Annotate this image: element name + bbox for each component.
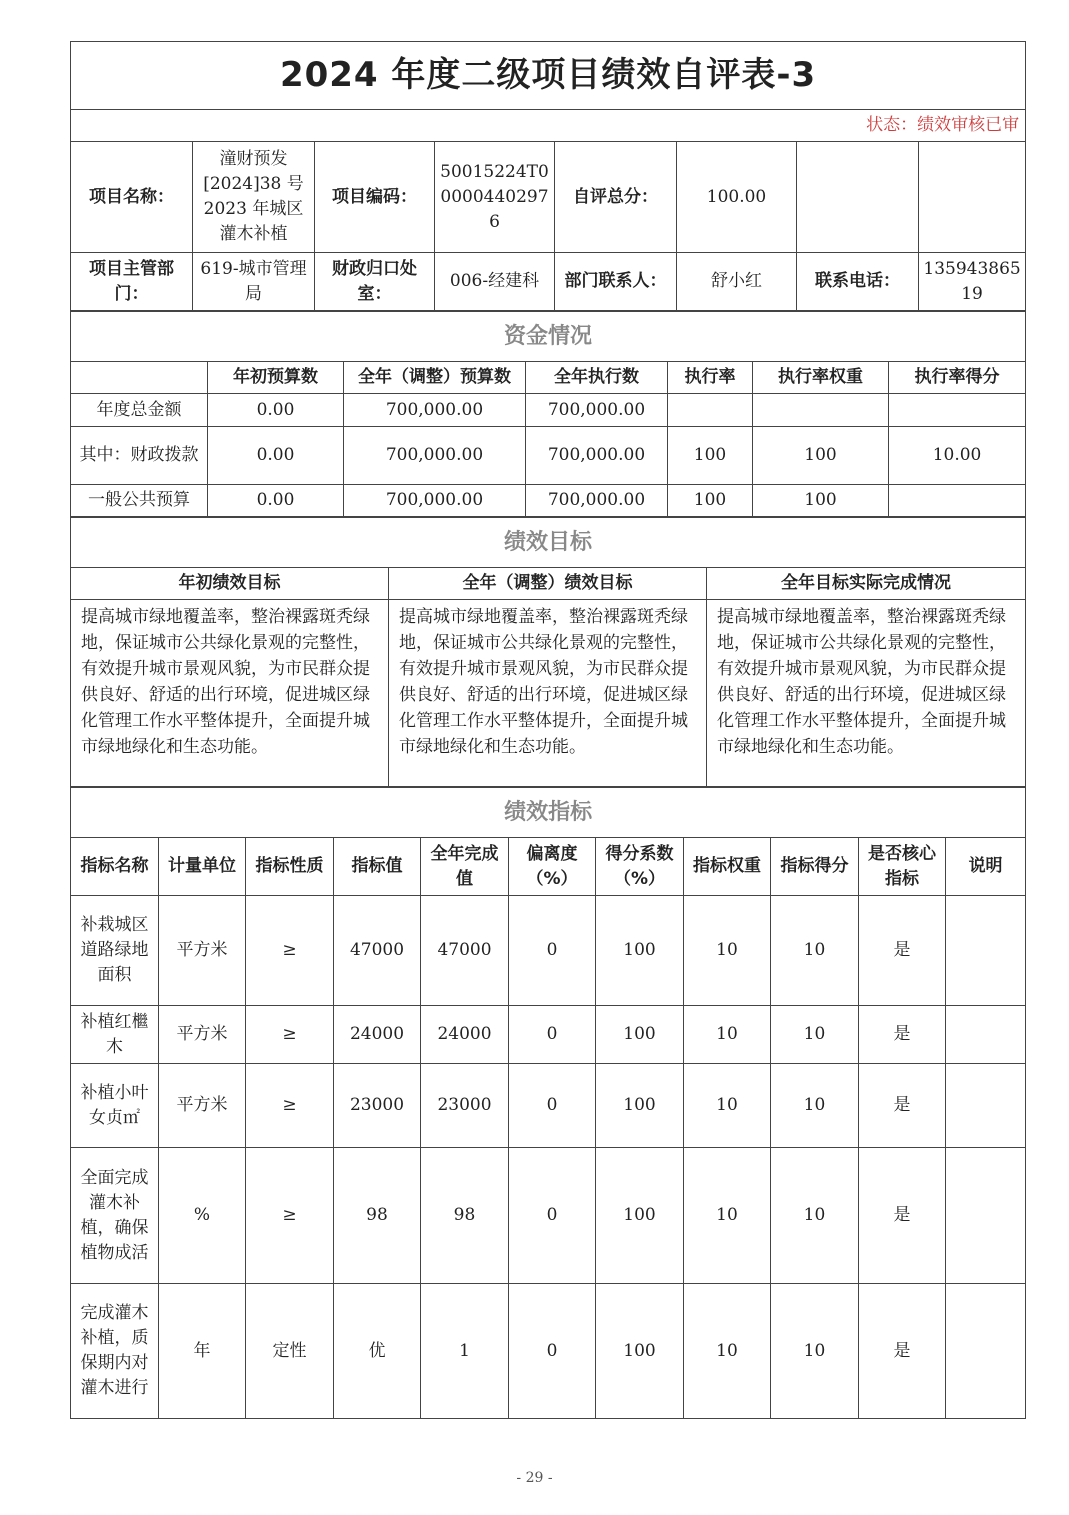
cell: 100 [753, 427, 889, 485]
indicator-header: 指标名称 [71, 838, 159, 896]
indicator-header: 全年完成值 [421, 838, 509, 896]
table-row [71, 394, 1026, 427]
funds-header: 执行率权重 [753, 362, 889, 394]
cell: 24000 [334, 1006, 421, 1064]
cell: 100 [753, 485, 889, 517]
cell: 10.00 [889, 427, 1026, 485]
status-badge: 状态：绩效审核已审 [71, 110, 1026, 142]
cell: 100 [596, 1006, 684, 1064]
cell [946, 1064, 1026, 1148]
indicator-header: 指标性质 [246, 838, 334, 896]
cell: ≥ [246, 1064, 334, 1148]
cell: 是 [859, 1148, 946, 1284]
goal-initial-text: 提高城市绿地覆盖率，整治裸露斑秃绿地，保证城市公共绿化景观的完整性，有效提升城市景观风貌，为市民群众提供良好、舒适的出行环境，促进城区绿化管理工作水平整体提升，全面提升城市绿地绿化和生态功能。 [81, 607, 370, 757]
funds-section-title: 资金情况 [71, 312, 1026, 362]
cell: ≥ [246, 1148, 334, 1284]
goals-header: 全年（调整）绩效目标 [389, 568, 707, 600]
cell: 是 [859, 1064, 946, 1148]
goal-actual [707, 600, 1026, 787]
contact-label: 部门联系人： [555, 253, 677, 311]
table-row [71, 1148, 1026, 1284]
page-title: 2024 年度二级项目绩效自评表-3 [71, 42, 1026, 110]
goals-section-title: 绩效目标 [71, 518, 1026, 568]
funds-header-blank [71, 362, 208, 394]
cell: 补植小叶女贞㎡ [71, 1064, 159, 1148]
cell: ≥ [246, 1006, 334, 1064]
row-label: 其中：财政拨款 [71, 427, 208, 485]
funds-table [70, 311, 1026, 517]
dept-value: 619-城市管理局 [193, 253, 315, 311]
indicator-header: 说明 [946, 838, 1026, 896]
cell: 0 [509, 1284, 596, 1419]
cell: 47000 [334, 896, 421, 1006]
cell: 全面完成灌木补植，确保植物成活 [71, 1148, 159, 1284]
indicator-header: 指标值 [334, 838, 421, 896]
score-value: 100.00 [677, 142, 797, 253]
cell: 0 [509, 1148, 596, 1284]
cell: 10 [771, 896, 859, 1006]
cell: 是 [859, 1284, 946, 1419]
cell: 优 [334, 1284, 421, 1419]
cell: 10 [684, 1064, 771, 1148]
dept-label: 项目主管部门： [71, 253, 193, 311]
goal-initial [71, 600, 389, 787]
cell: 100 [596, 1148, 684, 1284]
indicator-header: 得分系数（%） [596, 838, 684, 896]
indicators-table [70, 787, 1026, 1419]
indicator-header: 是否核心指标 [859, 838, 946, 896]
cell [946, 1284, 1026, 1419]
cell: 定性 [246, 1284, 334, 1419]
cell: % [159, 1148, 246, 1284]
phone-label: 联系电话： [797, 253, 919, 311]
cell: 700,000.00 [344, 485, 526, 517]
cell [889, 394, 1026, 427]
cell: 1 [421, 1284, 509, 1419]
cell: 0.00 [208, 427, 344, 485]
project-name-label: 项目名称： [71, 142, 193, 253]
cell: 10 [684, 1148, 771, 1284]
cell: 完成灌木补植，质保期内对灌木进行 [71, 1284, 159, 1419]
cell [668, 394, 753, 427]
row-label: 年度总金额 [71, 394, 208, 427]
cell: 100 [668, 485, 753, 517]
header-table [70, 41, 1026, 311]
table-row [71, 1006, 1026, 1064]
cell: 98 [334, 1148, 421, 1284]
empty-cell [797, 142, 919, 253]
cell [946, 1148, 1026, 1284]
cell: 100 [596, 1284, 684, 1419]
funds-header: 全年执行数 [526, 362, 668, 394]
row-label: 一般公共预算 [71, 485, 208, 517]
cell: 24000 [421, 1006, 509, 1064]
cell: 98 [421, 1148, 509, 1284]
cell: 700,000.00 [526, 394, 668, 427]
phone-value: 13594386519 [919, 253, 1026, 311]
funds-header: 年初预算数 [208, 362, 344, 394]
indicator-header: 偏离度（%） [509, 838, 596, 896]
table-row [71, 896, 1026, 1006]
cell: 平方米 [159, 896, 246, 1006]
cell: 700,000.00 [344, 427, 526, 485]
goal-actual-text: 提高城市绿地覆盖率，整治裸露斑秃绿地，保证城市公共绿化景观的完整性，有效提升城市景观风貌，为市民群众提供良好、舒适的出行环境，促进城区绿化管理工作水平整体提升，全面提升城市绿地绿化和生态功能。 [717, 607, 1006, 757]
cell: 0.00 [208, 394, 344, 427]
cell [946, 1006, 1026, 1064]
cell: 10 [684, 1284, 771, 1419]
cell: 10 [771, 1006, 859, 1064]
empty-cell [919, 142, 1026, 253]
cell: 100 [668, 427, 753, 485]
cell: 100 [596, 1064, 684, 1148]
cell: 23000 [421, 1064, 509, 1148]
indicator-header: 指标权重 [684, 838, 771, 896]
funds-header: 执行率得分 [889, 362, 1026, 394]
cell: 0 [509, 896, 596, 1006]
cell: 是 [859, 896, 946, 1006]
score-label: 自评总分： [555, 142, 677, 253]
cell: 年 [159, 1284, 246, 1419]
cell: 补栽城区道路绿地面积 [71, 896, 159, 1006]
cell: 47000 [421, 896, 509, 1006]
finance-label: 财政归口处室： [315, 253, 435, 311]
finance-value: 006-经建科 [435, 253, 555, 311]
goals-table [70, 517, 1026, 787]
cell: 100 [596, 896, 684, 1006]
cell: 23000 [334, 1064, 421, 1148]
indicator-header: 指标得分 [771, 838, 859, 896]
cell [946, 896, 1026, 1006]
cell: 700,000.00 [344, 394, 526, 427]
funds-header: 全年（调整）预算数 [344, 362, 526, 394]
goal-adjusted-text: 提高城市绿地覆盖率，整治裸露斑秃绿地，保证城市公共绿化景观的完整性，有效提升城市景观风貌，为市民群众提供良好、舒适的出行环境，促进城区绿化管理工作水平整体提升，全面提升城市绿地绿化和生态功能。 [399, 607, 688, 757]
cell: 10 [684, 896, 771, 1006]
cell: 0 [509, 1006, 596, 1064]
indicators-section-title: 绩效指标 [71, 788, 1026, 838]
goals-header: 全年目标实际完成情况 [707, 568, 1026, 600]
cell: 10 [684, 1006, 771, 1064]
table-row [71, 427, 1026, 485]
cell: 平方米 [159, 1064, 246, 1148]
table-row [71, 1284, 1026, 1419]
project-code-value: 50015224T000004402976 [435, 142, 555, 253]
goal-adjusted [389, 600, 707, 787]
cell: 0 [509, 1064, 596, 1148]
project-name-value: 潼财预发[2024]38 号 2023 年城区灌木补植 [193, 142, 315, 253]
cell: ≥ [246, 896, 334, 1006]
cell: 是 [859, 1006, 946, 1064]
goals-header: 年初绩效目标 [71, 568, 389, 600]
table-row [71, 485, 1026, 517]
evaluation-form [70, 41, 1025, 1419]
cell: 0.00 [208, 485, 344, 517]
cell: 10 [771, 1064, 859, 1148]
table-row [71, 1064, 1026, 1148]
cell: 700,000.00 [526, 427, 668, 485]
contact-value: 舒小红 [677, 253, 797, 311]
cell: 平方米 [159, 1006, 246, 1064]
cell: 补植红檵木 [71, 1006, 159, 1064]
cell [753, 394, 889, 427]
funds-header: 执行率 [668, 362, 753, 394]
cell: 10 [771, 1148, 859, 1284]
project-code-label: 项目编码： [315, 142, 435, 253]
cell: 700,000.00 [526, 485, 668, 517]
page-number: - 29 - [516, 1470, 553, 1486]
cell [889, 485, 1026, 517]
indicator-header: 计量单位 [159, 838, 246, 896]
cell: 10 [771, 1284, 859, 1419]
